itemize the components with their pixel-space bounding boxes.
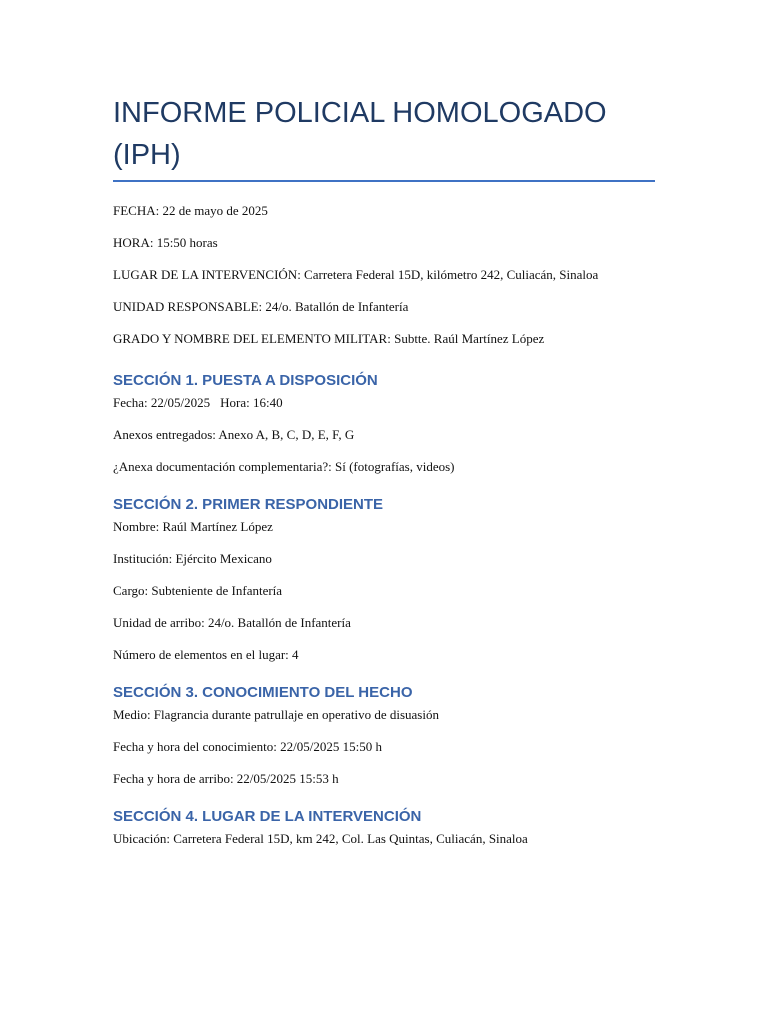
section-4-heading: SECCIÓN 4. LUGAR DE LA INTERVENCIÓN bbox=[113, 808, 422, 825]
document-title-line-2: (IPH) bbox=[113, 139, 181, 171]
field-unidad: UNIDAD RESPONSABLE: 24/o. Batallón de Infantería bbox=[113, 299, 409, 314]
field-fecha: FECHA: 22 de mayo de 2025 bbox=[113, 203, 268, 218]
section-1 bbox=[113, 372, 655, 475]
document-title-line-1: INFORME POLICIAL HOMOLOGADO bbox=[113, 97, 607, 129]
section-3-line-2: Fecha y hora del conocimiento: 22/05/2025 15:50 h bbox=[113, 739, 382, 754]
field-lugar: LUGAR DE LA INTERVENCIÓN: Carretera Federal 15D, kilómetro 242, Culiacán, Sinaloa bbox=[113, 267, 599, 282]
section-2 bbox=[113, 496, 655, 663]
section-1-heading: SECCIÓN 1. PUESTA A DISPOSICIÓN bbox=[113, 372, 378, 389]
section-2-line-4: Unidad de arribo: 24/o. Batallón de Infantería bbox=[113, 615, 351, 630]
section-3-line-1: Medio: Flagrancia durante patrullaje en operativo de disuasión bbox=[113, 707, 439, 722]
section-4-line-1: Ubicación: Carretera Federal 15D, km 242, Col. Las Quintas, Culiacán, Sinaloa bbox=[113, 831, 528, 846]
section-3-heading: SECCIÓN 3. CONOCIMIENTO DEL HECHO bbox=[113, 684, 413, 701]
section-1-line-2: Anexos entregados: Anexo A, B, C, D, E, F, G bbox=[113, 427, 355, 442]
document-title bbox=[113, 92, 655, 176]
section-1-hora: Hora: 16:40 bbox=[220, 395, 283, 410]
section-4 bbox=[113, 808, 655, 847]
header-fields bbox=[113, 203, 655, 347]
field-grado-nombre: GRADO Y NOMBRE DEL ELEMENTO MILITAR: Subtte. Raúl Martínez López bbox=[113, 331, 545, 346]
section-3-line-3: Fecha y hora de arribo: 22/05/2025 15:53 h bbox=[113, 771, 339, 786]
section-1-line-3: ¿Anexa documentación complementaria?: Sí (fotografías, videos) bbox=[113, 459, 455, 474]
section-2-line-2: Institución: Ejército Mexicano bbox=[113, 551, 272, 566]
section-2-line-1: Nombre: Raúl Martínez López bbox=[113, 519, 273, 534]
section-2-line-3: Cargo: Subteniente de Infantería bbox=[113, 583, 283, 598]
section-3 bbox=[113, 684, 655, 787]
section-2-line-5: Número de elementos en el lugar: 4 bbox=[113, 647, 299, 662]
section-2-heading: SECCIÓN 2. PRIMER RESPONDIENTE bbox=[113, 496, 384, 513]
field-hora: HORA: 15:50 horas bbox=[113, 235, 218, 250]
section-1-fecha: Fecha: 22/05/2025 bbox=[113, 395, 211, 410]
section-1-line-1 bbox=[113, 395, 655, 411]
document-page bbox=[113, 92, 655, 863]
title-underline bbox=[113, 180, 655, 182]
